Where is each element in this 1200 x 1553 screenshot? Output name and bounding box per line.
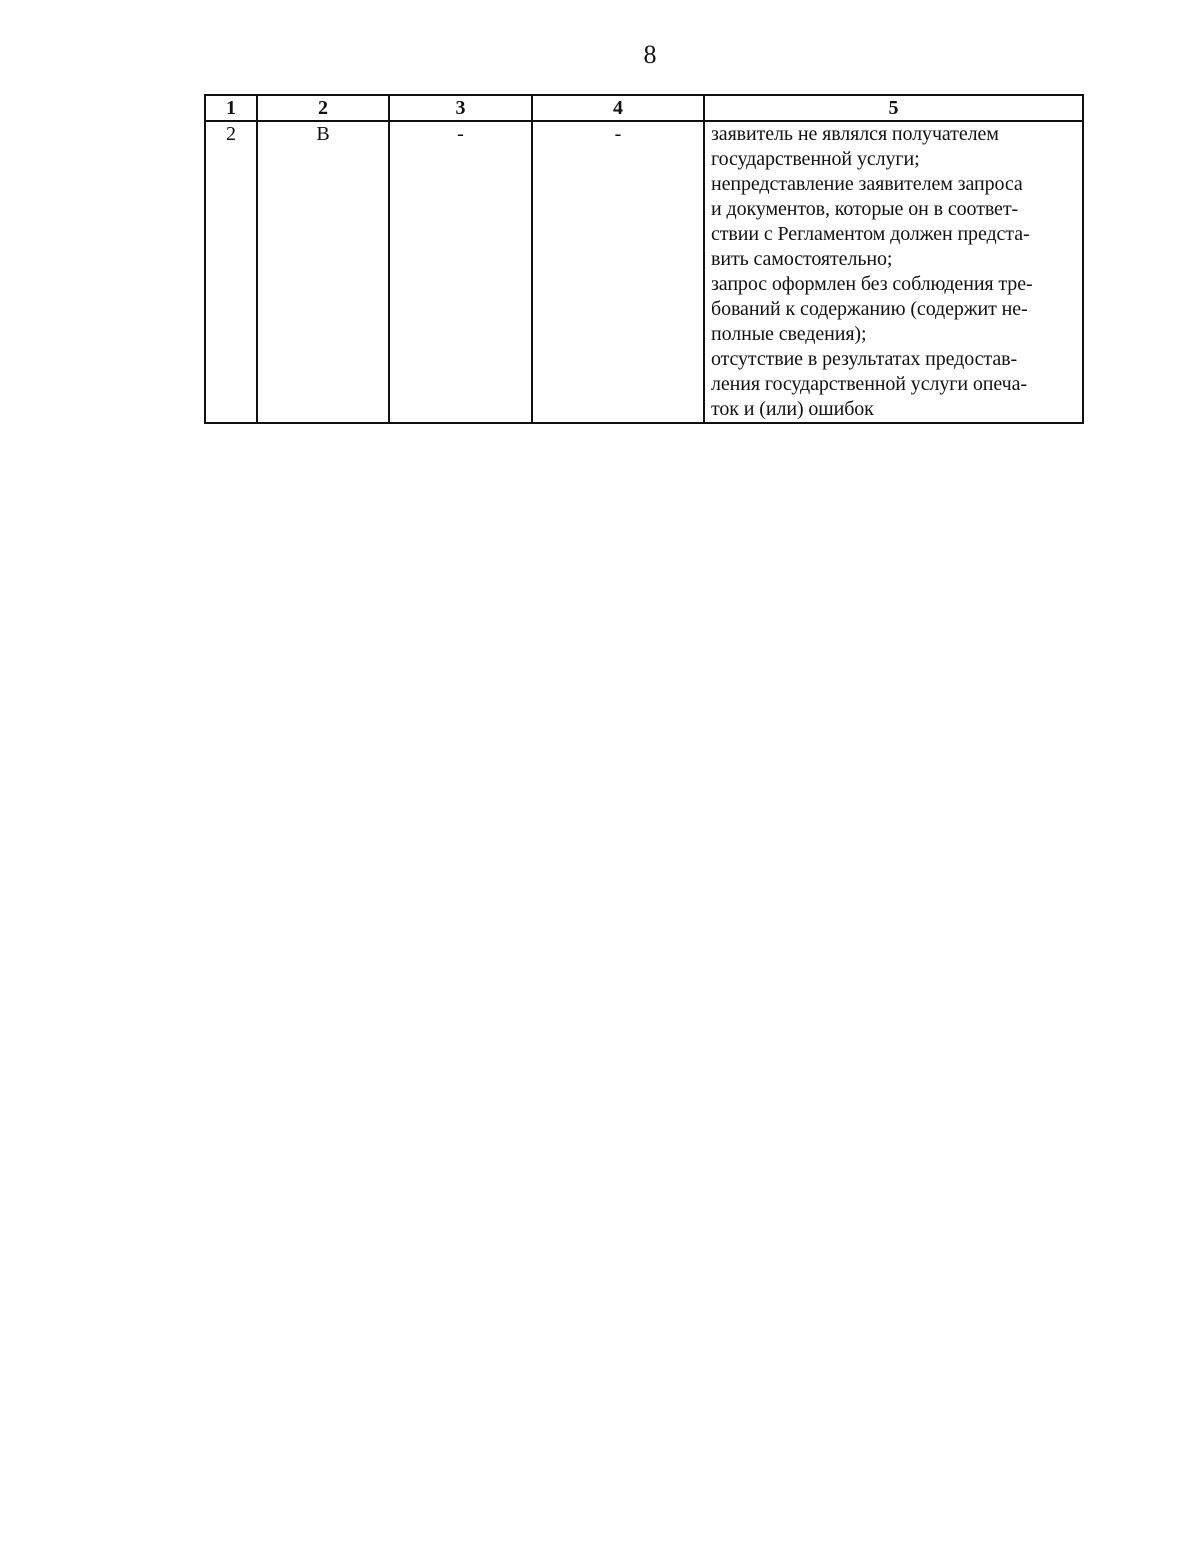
grounds-line: полные сведения); [711,323,867,345]
table-header-row [205,95,1083,121]
table-row [205,121,1083,423]
header-cell-4: 4 [532,95,704,121]
document-table [204,94,1084,424]
grounds-line: заявитель не являлся получателем [711,123,999,145]
cell-col3: - [389,121,532,423]
grounds-line: вить самостоятельно; [711,248,893,270]
grounds-line: запрос оформлен без соблюдения тре- [711,273,1033,295]
grounds-line: и документов, которые он в соответ- [711,198,1019,220]
grounds-line: отсутствие в результатах предостав- [711,348,1018,370]
grounds-line: бований к содержанию (содержит не- [711,298,1028,320]
cell-code: В [257,121,389,423]
grounds-line: ления государственной услуги опеча- [711,373,1027,395]
cell-col4: - [532,121,704,423]
grounds-line: ток и (или) ошибок [711,398,874,420]
header-cell-3: 3 [389,95,532,121]
grounds-line: государственной услуги; [711,148,920,170]
grounds-line: ствии с Регламентом должен предста- [711,223,1030,245]
cell-number: 2 [205,121,257,423]
header-cell-5: 5 [704,95,1083,121]
page-number: 8 [643,40,657,69]
cell-grounds [704,121,1083,423]
grounds-line: непредставление заявителем запроса [711,173,1023,195]
header-cell-2: 2 [257,95,389,121]
header-cell-1: 1 [205,95,257,121]
